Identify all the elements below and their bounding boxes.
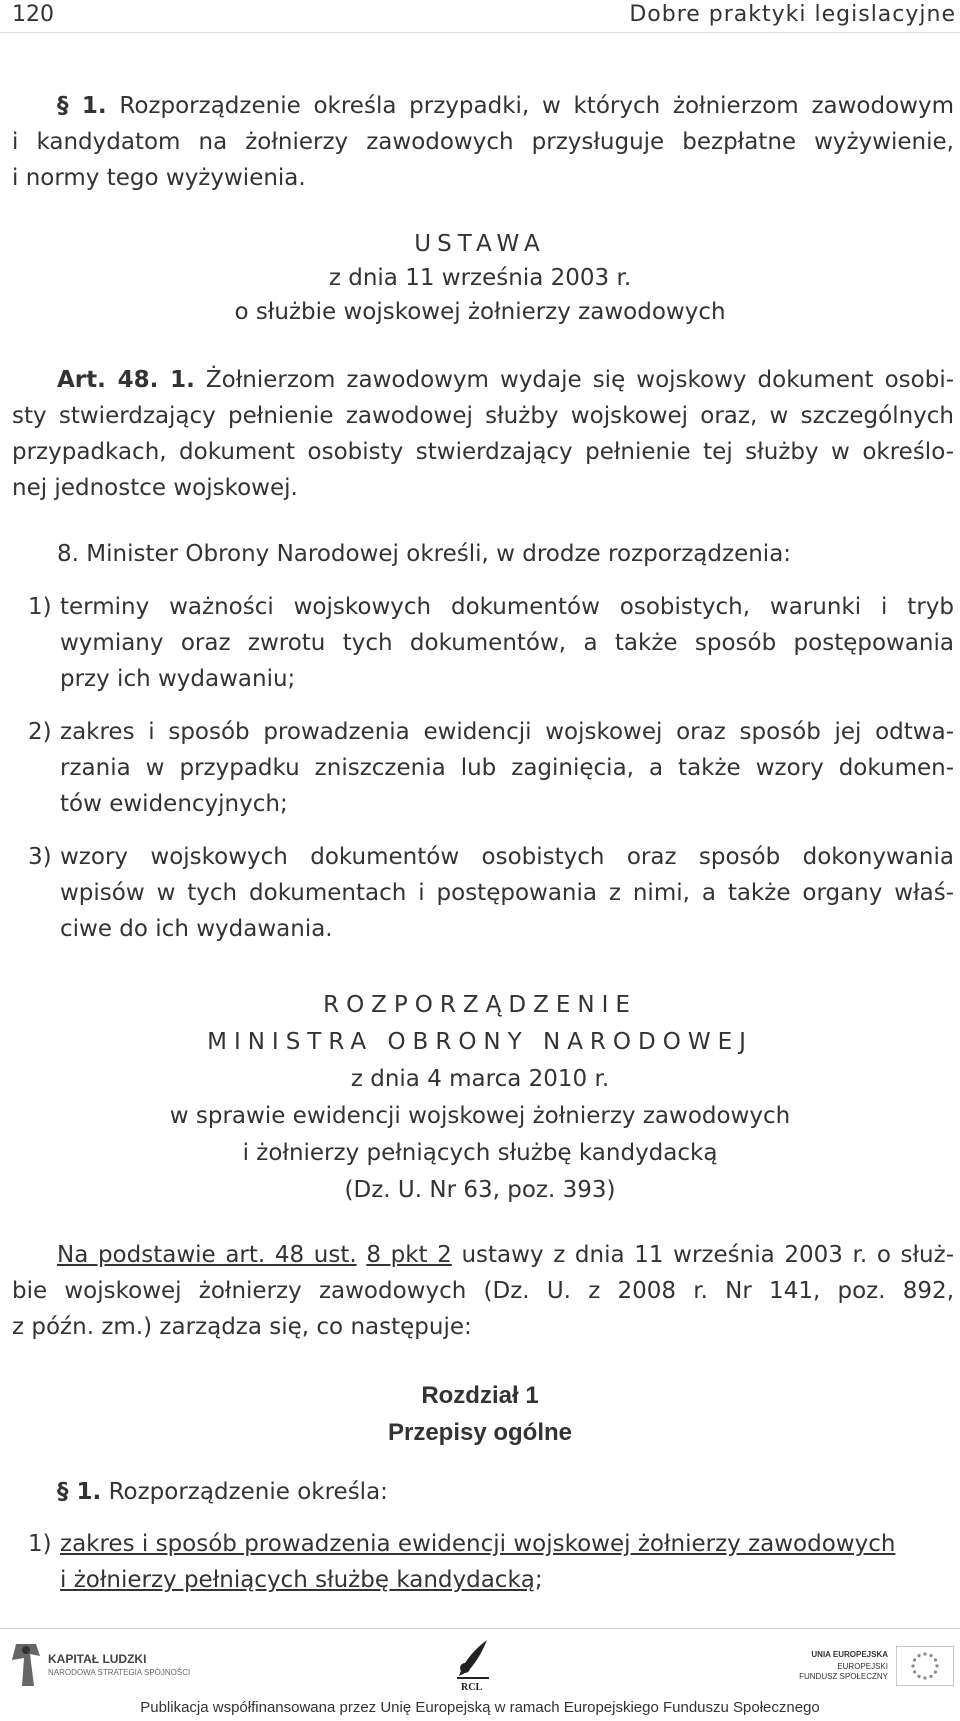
para8-item-3-line-2: wpisów w tych dokumentach i postępowania z nimi, a także organy właś- [60,880,954,906]
eu-text-2: EUROPEJSKI [837,1662,888,1671]
rcl-logo [443,1638,503,1700]
section1-item-num: 1) [28,1531,52,1557]
para8-item-2-line-3: tów ewidencyjnych; [60,791,288,817]
basis-line-1 [12,1237,954,1273]
section1-item-link-2[interactable]: i żołnierzy pełniących służbę kandydacką [60,1567,535,1593]
section1-item-link-1[interactable]: zakres i sposób prowadzenia ewidencji wojskowej żołnierzy zawodowych [60,1531,896,1557]
section1-text: Rozporządzenie określa: [108,1479,388,1505]
eu-text-3: FUNDUSZ SPOŁECZNY [799,1672,888,1681]
rcl-emblem-icon [453,1638,493,1680]
basis-line-3: z późn. zm.) zarządza się, co następuje: [12,1314,472,1340]
section1-item-end: ; [534,1567,543,1593]
ustawa-subject: o służbie wojskowej żołnierzy zawodowych [234,299,726,325]
eu-flag-icon [896,1646,954,1686]
running-title: Dobre praktyki legislacyjne [629,2,956,27]
rozporzadzenie-title: ROZPORZĄDZENIE [323,992,637,1018]
art48-line-3: przypadkach, dokument osobisty stwierdzający pełnienie tej służby w określo- [12,439,954,465]
rozporzadzenie-citation: (Dz. U. Nr 63, poz. 393) [344,1177,616,1203]
art48-line-2: sty stwierdzający pełnienie zawodowej służby wojskowej oraz, w szczególnych [12,403,954,429]
publication-note: Publikacja współfinansowana przez Unię Europejską w ramach Europejskiego Funduszu Społecznego [140,1699,820,1716]
para8-item-2-line-1: zakres i sposób prowadzenia ewidencji wojskowej oraz sposób jej odtwa- [60,719,954,745]
chapter-subtitle: Przepisy ogólne [387,1419,573,1446]
para8-item-1-line-1: terminy ważności wojskowych dokumentów osobistych, warunki i tryb [60,594,954,620]
rozporzadzenie-subject-1: w sprawie ewidencji wojskowej żołnierzy zawodowych [169,1103,791,1129]
section1-mark: § 1. [57,1479,102,1505]
art48-label: Art. 48. 1. [57,367,195,393]
basis-text-1: ustawy z dnia 11 września 2003 r. o służ- [461,1242,955,1268]
para8-item-1-line-3: przy ich wydawaniu; [60,666,296,692]
ustawa-date: z dnia 11 września 2003 r. [328,265,632,291]
rcl-text: RCL [461,1682,483,1693]
block1-line-1 [12,88,954,124]
header-rule [0,32,960,33]
block1-text-1: Rozporządzenie określa przypadki, w których żołnierzom zawodowym [119,93,954,119]
para8-item-3-num: 3) [28,844,52,870]
basis-line-2: bie wojskowej żołnierzy zawodowych (Dz. U. z 2008 r. Nr 141, poz. 892, [12,1278,954,1304]
section-mark: § 1. [57,93,107,119]
page-number: 120 [12,2,54,27]
block1-line-2: i kandydatom na żołnierzy zawodowych przysługuje bezpłatne wyżywienie, [12,129,954,155]
kapital-ludzki-logo [8,1640,208,1690]
eu-text-1: UNIA EUROPEJSKA [811,1650,888,1659]
basis-link-point[interactable]: 8 pkt 2 [366,1242,452,1268]
rozporzadzenie-date: z dnia 4 marca 2010 r. [350,1066,610,1092]
kapital-ludzki-title: KAPITAŁ LUDZKI [48,1652,147,1666]
art48-line-1 [12,362,954,398]
eu-logo [790,1644,954,1694]
para8-item-3-line-3: ciwe do ich wydawania. [60,916,333,942]
art48-text-1: Żołnierzom zawodowym wydaje się wojskowy dokument osobi- [205,367,955,393]
basis-link-article[interactable]: Na podstawie art. 48 ust. [57,1242,357,1268]
para8-item-2-num: 2) [28,719,52,745]
para8-item-1-line-2: wymiany oraz zwrotu tych dokumentów, a także sposób postępowania [60,630,954,656]
para8-item-2-line-2: rzania w przypadku zniszczenia lub zaginięcia, a także wzory dokumen- [60,755,954,781]
footer-rule [0,1628,960,1629]
para8-intro: 8. Minister Obrony Narodowej określi, w drodze rozporządzenia: [57,541,792,567]
para8-item-1-num: 1) [28,594,52,620]
para8-item-3-line-1: wzory wojskowych dokumentów osobistych oraz sposób dokonywania [60,844,954,870]
ustawa-title: USTAWA [414,231,546,257]
section1-item-line-2 [60,1562,543,1598]
rozporzadzenie-subject-2: i żołnierzy pełniących służbę kandydacką [242,1140,718,1166]
section1-line [57,1474,388,1510]
art48-line-4: nej jednostce wojskowej. [12,475,298,501]
kapital-ludzki-icon [8,1642,44,1688]
rozporzadzenie-issuer: MINISTRA OBRONY NARODOWEJ [207,1029,753,1055]
chapter-title: Rozdział 1 [421,1382,539,1409]
kapital-ludzki-subtitle: NARODOWA STRATEGIA SPÓJNOŚCI [48,1668,191,1677]
block1-line-3: i normy tego wyżywienia. [12,165,306,191]
